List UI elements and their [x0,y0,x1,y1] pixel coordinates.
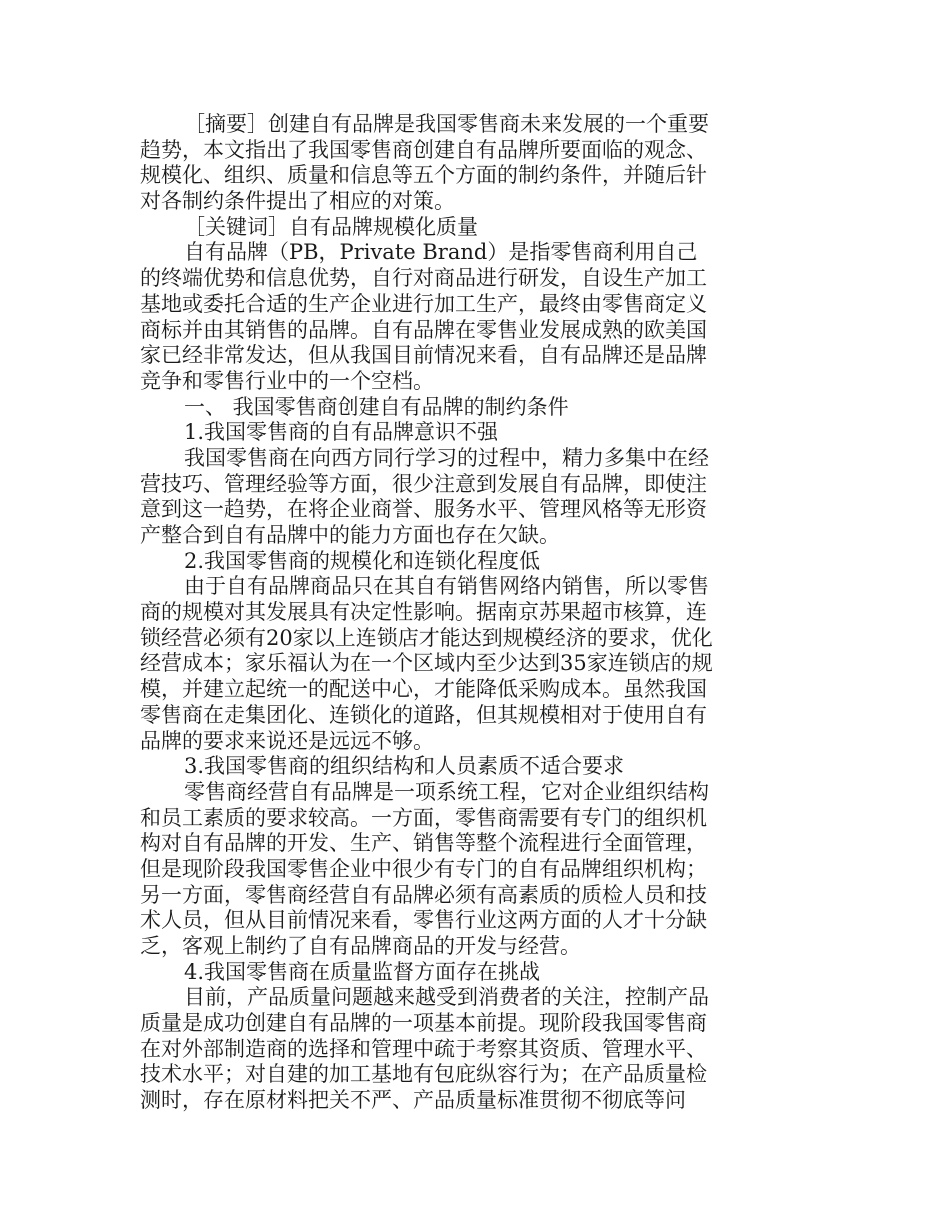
abstract-line: 趋势，本文指出了我国零售商创建自有品牌所要面临的观念、 [140,137,707,162]
intro-line: 商标并由其销售的品牌。自有品牌在零售业发展成熟的欧美国 [140,317,707,342]
body-line: 但是现阶段我国零售企业中很少有专门的自有品牌组织机构； [140,856,707,881]
body-line: 我国零售商在向西方同行学习的过程中，精力多集中在经 [184,445,709,470]
body-line: 在对外部制造商的选择和管理中疏于考察其资质、管理水平、 [140,1036,707,1061]
document-page [140,112,740,1114]
keywords-line: ［关键词］自有品牌规模化质量 [184,214,478,239]
intro-paragraph [140,240,740,394]
body-line: 另一方面，零售商经营自有品牌必须有高素质的质检人员和技 [140,882,707,907]
intro-line: 基地或委托合适的生产企业进行加工生产，最终由零售商定义 [140,291,707,316]
body-line: 营技巧、管理经验等方面，很少注意到发展自有品牌，即使注 [140,471,707,496]
intro-line: 竞争和零售行业中的一个空档。 [140,368,434,393]
body-line: 模，并建立起统一的配送中心，才能降低采购成本。虽然我国 [140,677,707,702]
abstract-line: ［摘要］创建自有品牌是我国零售商未来发展的一个重要 [184,112,709,136]
body-line: 术人员，但从目前情况来看，零售行业这两方面的人才十分缺 [140,908,707,933]
body-line: 意到这一趋势，在将企业商誉、服务水平、管理风格等无形资 [140,497,707,522]
intro-line: 家已经非常发达，但从我国目前情况来看，自有品牌还是品牌 [140,343,707,368]
abstract-line: 对各制约条件提出了相应的对策。 [140,189,455,214]
body-line: 构对自有品牌的开发、生产、销售等整个流程进行全面管理， [140,831,707,856]
subsection-paragraph [140,985,740,1113]
body-line: 零售商在走集团化、连锁化的道路，但其规模相对于使用自有 [140,702,707,727]
subsection-paragraph [140,780,740,960]
body-line: 商的规模对其发展具有决定性影响。据南京苏果超市核算，连 [140,600,707,625]
intro-line: 自有品牌（PB，Private Brand）是指零售商利用自己 [184,240,698,265]
body-line: 经营成本；家乐福认为在一个区域内至少达到35家连锁店的规 [140,651,713,676]
body-line: 质量是成功创建自有品牌的一项基本前提。现阶段我国零售商 [140,1011,707,1036]
body-line: 乏，客观上制约了自有品牌商品的开发与经营。 [140,934,581,958]
body-line: 品牌的要求来说还是远远不够。 [140,728,434,753]
subsection-heading: 3.我国零售商的组织结构和人员素质不适合要求 [184,754,625,779]
body-line: 产整合到自有品牌中的能力方面也存在欠缺。 [140,523,560,547]
subsection-heading: 1.我国零售商的自有品牌意识不强 [184,420,499,445]
body-line: 由于自有品牌商品只在其自有销售网络内销售，所以零售 [184,574,709,599]
subsection-paragraph [140,574,740,754]
body-line: 目前，产品质量问题越来越受到消费者的关注，控制产品 [184,985,709,1010]
body-line: 和员工素质的要求较高。一方面，零售商需要有专门的组织机 [140,805,707,830]
abstract-paragraph [140,112,740,215]
abstract-line: 规模化、组织、质量和信息等五个方面的制约条件，并随后针 [140,163,707,188]
section-heading: 一、 我国零售商创建自有品牌的制约条件 [184,394,569,419]
subsection-heading: 4.我国零售商在质量监督方面存在挑战 [184,959,541,984]
body-line: 锁经营必须有20家以上连锁店才能达到规模经济的要求，优化 [140,625,713,650]
subsection-paragraph [140,446,740,549]
subsection-heading: 2.我国零售商的规模化和连锁化程度低 [184,548,541,573]
intro-line: 的终端优势和信息优势，自行对商品进行研发，自设生产加工 [140,266,707,291]
body-line: 零售商经营自有品牌是一项系统工程，它对企业组织结构 [184,779,709,804]
body-line: 技术水平；对自建的加工基地有包庇纵容行为；在产品质量检 [140,1062,707,1087]
body-line: 测时，存在原材料把关不严、产品质量标准贯彻不彻底等问 [140,1088,686,1113]
